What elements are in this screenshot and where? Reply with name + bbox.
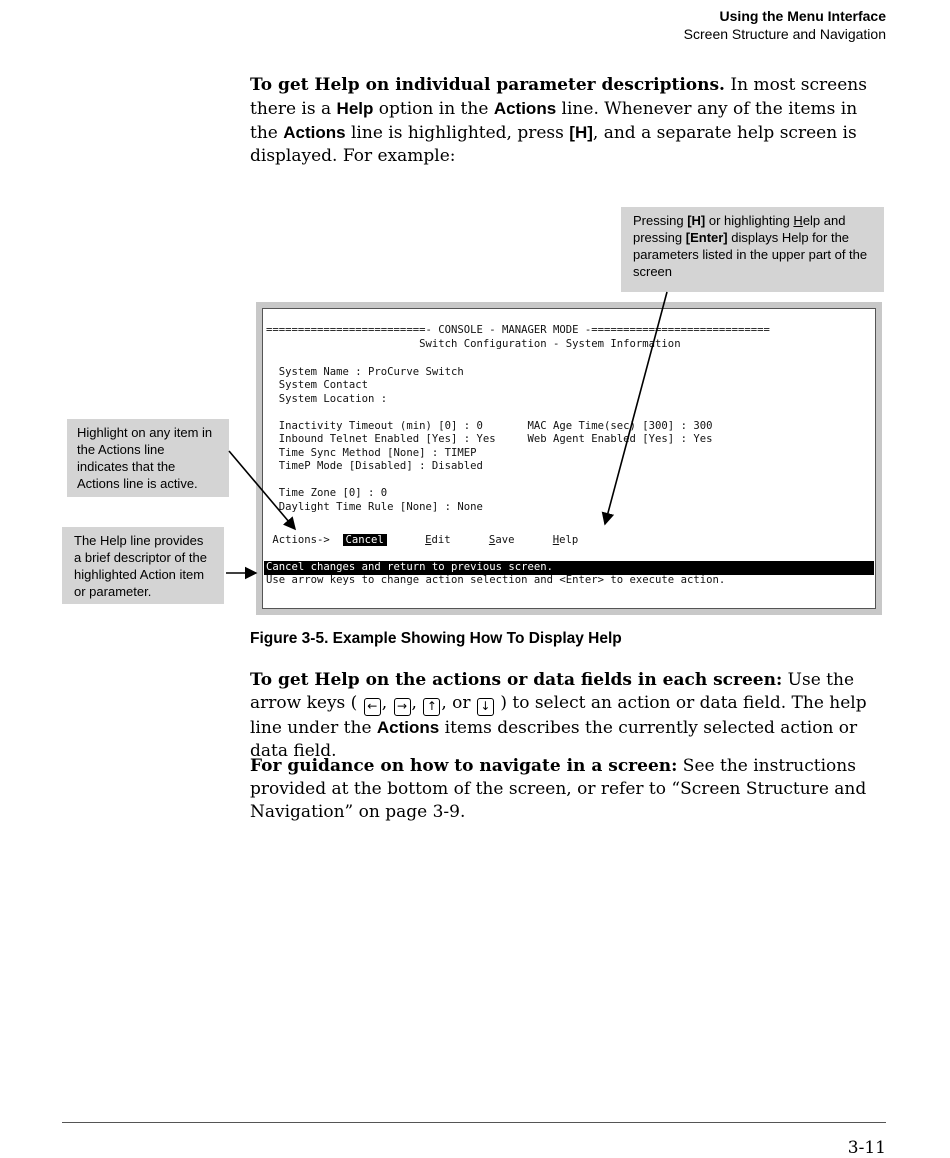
right-arrow-key-icon: →	[394, 698, 411, 716]
instruction-line: Use arrow keys to change action selection and <Enter> to execute action.	[266, 574, 726, 586]
navigation-paragraph: For guidance on how to navigate in a screen: See the instructions provided at the bottom of the screen, or refer to “Screen Structure and Navigation” on page 3-9.	[250, 756, 867, 822]
intro-paragraph: To get Help on individual parameter descriptions. In most screens there is a Help option in the Actions line. Whenever any of the items in the Actions line is highlighted, press [H], and a separate help screen is displayed. For example:	[250, 75, 867, 166]
terminal-banner: =========================- CONSOLE - MANAGER MODE -============================	[266, 324, 770, 336]
help-line: Cancel changes and return to previous screen.	[264, 561, 874, 575]
terminal-screen-title: Switch Configuration - System Information	[266, 338, 681, 350]
action-save[interactable]: Save	[488, 534, 515, 546]
down-arrow-key-icon: ↓	[477, 698, 494, 716]
up-arrow-key-icon: ↑	[423, 698, 440, 716]
figure-caption: Figure 3-5. Example Showing How To Display Help	[250, 630, 622, 647]
field-system-name: System Name : ProCurve Switch	[266, 366, 464, 378]
help-keyword: Help	[336, 99, 374, 118]
actions-keyword: Actions	[283, 123, 346, 142]
actions-label: Actions->	[266, 534, 343, 546]
callout-help-key: Pressing [H] or highlighting Help and pressing [Enter] displays Help for the parameters listed in the upper part of the screen	[621, 207, 884, 292]
field-daylight-rule: Daylight Time Rule [None] : None	[266, 501, 483, 513]
field-time-sync: Time Sync Method [None] : TIMEP	[266, 447, 477, 459]
field-time-zone: Time Zone [0] : 0	[266, 487, 388, 499]
field-system-contact: System Contact	[266, 379, 369, 391]
help-actions-paragraph: To get Help on the actions or data fields in each screen: Use the arrow keys ( ← , → , ↑ , or ↓ ) to select an action or data field. The help line under the Actions items describes the currently selected action or data field.	[250, 670, 867, 761]
actions-keyword: Actions	[493, 99, 557, 118]
field-system-location: System Location :	[266, 393, 388, 405]
field-timep-mode: TimeP Mode [Disabled] : Disabled	[266, 460, 483, 472]
arrow-to-help-action	[605, 292, 667, 524]
running-header-subtitle: Screen Structure and Navigation	[683, 26, 886, 42]
running-header-title: Using the Menu Interface	[719, 8, 886, 24]
page-number: 3-11	[847, 1138, 886, 1158]
field-row-timeout-mac: Inactivity Timeout (min) [0] : 0 MAC Age Time(sec) [300] : 300	[266, 420, 713, 432]
para3-lead: For guidance on how to navigate in a screen:	[250, 756, 678, 776]
footer-rule	[62, 1122, 886, 1123]
actions-keyword: Actions	[376, 718, 440, 737]
arrow-to-cancel-action	[229, 451, 295, 529]
para2-lead: To get Help on the actions or data fields in each screen:	[250, 670, 783, 690]
left-arrow-key-icon: ←	[364, 698, 381, 716]
intro-lead: To get Help on individual parameter descriptions.	[250, 75, 725, 95]
field-row-telnet-web: Inbound Telnet Enabled [Yes] : Yes Web Agent Enabled [Yes] : Yes	[266, 433, 713, 445]
action-help[interactable]: Help	[552, 534, 579, 546]
callout-help-line: The Help line provides a brief descriptor of the highlighted Action item or parameter.	[62, 527, 224, 604]
key-h: [H]	[569, 123, 593, 142]
callout-highlight: Highlight on any item in the Actions line indicates that the Actions line is active.	[67, 419, 229, 497]
action-cancel[interactable]: Cancel	[343, 534, 387, 546]
action-edit[interactable]: Edit	[425, 534, 451, 546]
